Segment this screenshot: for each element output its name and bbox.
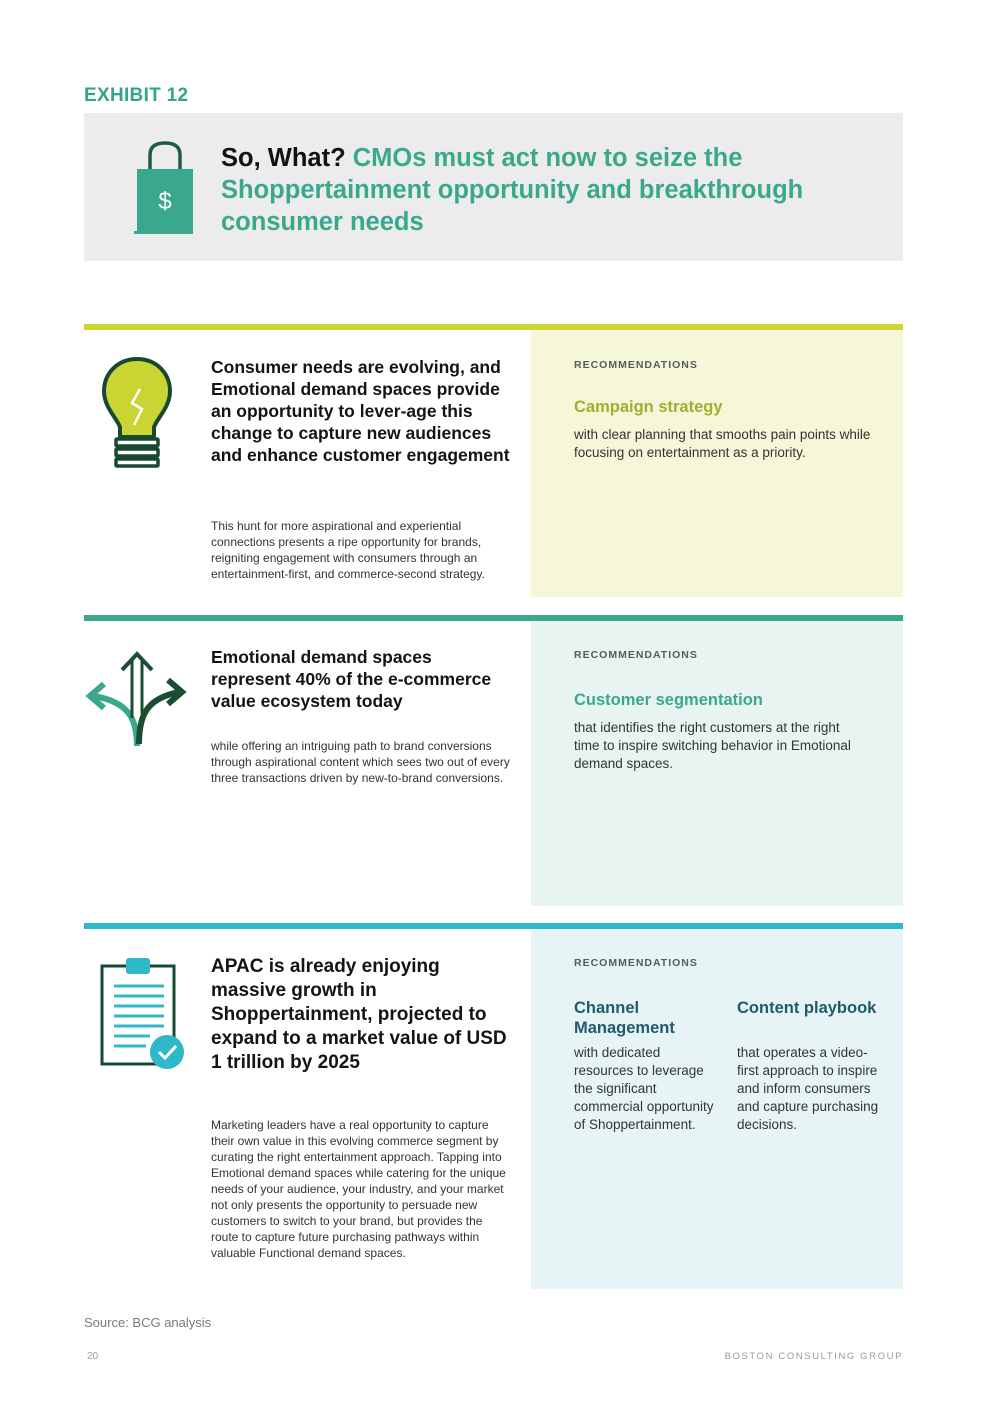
section-3-recommendations-panel xyxy=(531,929,903,1289)
rec-title-customer-segmentation: Customer segmentation xyxy=(574,691,763,709)
rec-desc-campaign-strategy: with clear planning that smooths pain points while focusing on entertainment as a priority. xyxy=(574,427,871,460)
section-1-recommendations-panel xyxy=(531,330,903,597)
exhibit-label: EXHIBIT 12 xyxy=(84,85,189,106)
source-note: Source: BCG analysis xyxy=(84,1315,212,1330)
recommendations-label: RECOMMENDATIONS xyxy=(574,649,698,661)
rec-title-content-playbook: Content playbook xyxy=(737,999,877,1017)
shopping-bag-dollar-icon xyxy=(134,141,196,242)
section-3-body: Marketing leaders have a real opportunity to capture their own value in this evolving commerce segment by curating the right entertainment approach. Tapping into Emotional demand spaces while catering for the unique needs of your audience, your industry, and your market not only presents the opportunity to persuade new customers to switch to your brand, but provides the route to capture future purchasing pathways within valuable Functional demand spaces. xyxy=(211,1118,506,1260)
section-3-heading: APAC is already enjoying massive growth in Shoppertainment, projected to expand to a market value of USD 1 trillion by 2025 xyxy=(211,956,507,1073)
rec-title-channel-management: Channel Management xyxy=(574,999,675,1037)
rec-desc-customer-segmentation: that identifies the right customers at the right time to inspire switching behavior in Emotional demand spaces. xyxy=(574,720,851,771)
footer-org: BOSTON CONSULTING GROUP xyxy=(724,1351,903,1362)
section-2-recommendations-panel xyxy=(531,621,903,906)
recommendations-label: RECOMMENDATIONS xyxy=(574,359,698,371)
lightbulb-icon xyxy=(100,355,174,478)
hero-banner xyxy=(84,113,903,261)
three-way-arrows-icon xyxy=(84,648,190,755)
rec-desc-channel-management: with dedicated resources to leverage the significant commercial opportunity of Shoppertainment. xyxy=(574,1045,714,1132)
svg-text:$: $ xyxy=(158,188,172,215)
hero-title xyxy=(221,142,861,238)
recommendations-label: RECOMMENDATIONS xyxy=(574,957,698,969)
rec-desc-content-playbook: that operates a video-first approach to inspire and inform consumers and capture purchasing decisions. xyxy=(737,1045,879,1132)
section-1-heading: Consumer needs are evolving, and Emotional demand spaces provide an opportunity to lever-age this change to capture new audiences and enhance customer engagement xyxy=(211,357,510,465)
page-number: 20 xyxy=(87,1351,99,1362)
clipboard-checklist-icon xyxy=(100,956,188,1075)
rec-title-campaign-strategy: Campaign strategy xyxy=(574,398,723,416)
section-2-body: while offering an intriguing path to brand conversions through aspirational content which sees two out of every three transactions driven by new-to-brand conversions. xyxy=(211,739,510,785)
section-2-heading: Emotional demand spaces represent 40% of the e-commerce value ecosystem today xyxy=(211,647,492,711)
hero-lead: So, What? xyxy=(221,144,346,172)
section-1-body: This hunt for more aspirational and experiential connections presents a ripe opportunity for brands, reigniting engagement with consumers through an entertainment-first, and commerce-second strategy. xyxy=(211,519,485,581)
hero-title-text: CMOs must act now to seize the Shoppertainment opportunity and breakthrough consumer needs xyxy=(221,144,804,236)
